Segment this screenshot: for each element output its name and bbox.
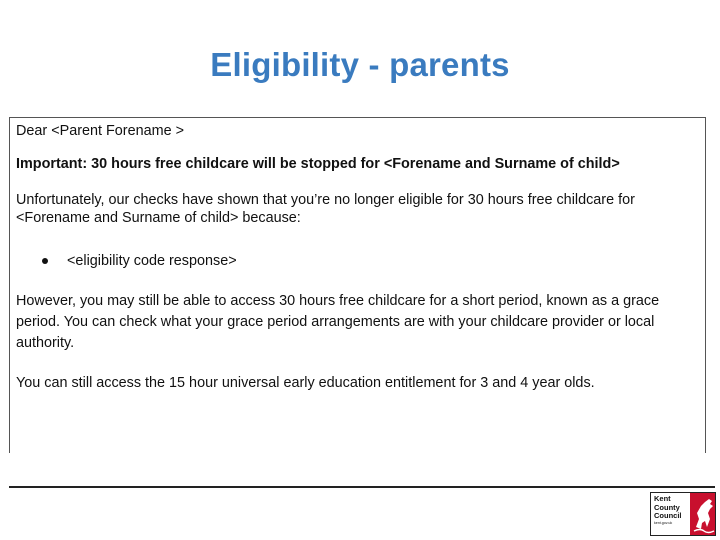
important-notice: Important: 30 hours free childcare will be stopped for <Forename and Surname of child>	[16, 156, 620, 172]
logo-line-council: Council	[654, 511, 682, 520]
invicta-horse-icon	[690, 493, 715, 535]
logo-url: kent.gov.uk	[654, 520, 673, 525]
logo-line-kent: Kent	[654, 494, 671, 503]
grace-period-text-line-3: authority.	[16, 335, 75, 351]
universal-entitlement-text: You can still access the 15 hour universal early education entitlement for 3 and 4 year olds.	[16, 375, 595, 391]
logo-line-county: County	[654, 502, 680, 512]
ineligible-text-line-1: Unfortunately, our checks have shown that you’re no longer eligible for 30 hours free childcare for	[16, 192, 635, 208]
grace-period-text-line-1: However, you may still be able to access 30 hours free childcare for a short period, known as a grace	[16, 293, 660, 309]
bullet-dot-icon	[42, 258, 48, 264]
letter-greeting: Dear <Parent Forename >	[16, 123, 184, 139]
ineligible-text-line-2: <Forename and Surname of child> because:	[16, 210, 301, 226]
footer-divider	[9, 486, 715, 488]
kent-county-council-logo	[650, 492, 716, 536]
bullet-item: <eligibility code response>	[67, 253, 237, 269]
slide-title: Eligibility - parents	[210, 46, 510, 83]
logo-text	[651, 493, 690, 535]
grace-period-text-line-2: period. You can check what your grace period arrangements are with your childcare provider or local	[16, 314, 655, 330]
